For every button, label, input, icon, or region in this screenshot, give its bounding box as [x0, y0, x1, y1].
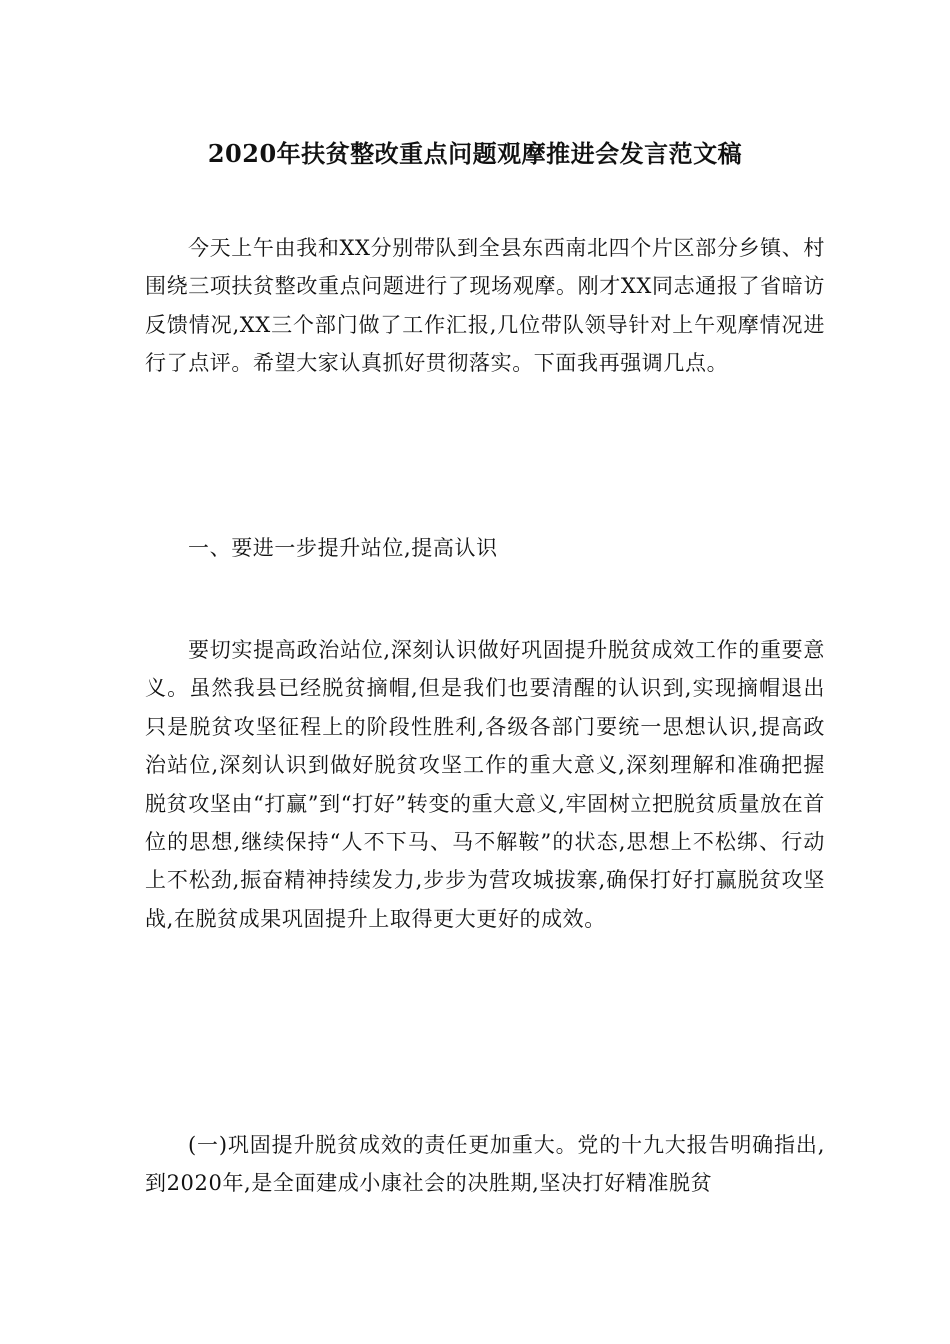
- paragraph-body-1: 要切实提高政治站位,深刻认识做好巩固提升脱贫成效工作的重要意义。虽然我县已经脱贫摘帽,但是我们也要清醒的认识到,实现摘帽退出只是脱贫攻坚征程上的阶段性胜利,各级各部门要统一思想认识,提高政治站位,深刻认识到做好脱贫攻坚工作的重大意义,深刻理解和准确把握脱贫攻坚由“打赢”到“打好”转变的重大意义,牢固树立把脱贫质量放在首位的思想,继续保持“人不下马、马不解鞍”的状态,思想上不松绑、行动上不松劲,振奋精神持续发力,步步为营攻城拔寨,确保打好打赢脱贫攻坚战,在脱贫成果巩固提升上取得更大更好的成效。: [145, 638, 825, 931]
- document-title: 2020年扶贫整改重点问题观摩推进会发言范文稿: [207, 139, 743, 168]
- paragraph-subsection-1: (一)巩固提升脱贫成效的责任更加重大。党的十九大报告明确指出,到2020年,是全面建成小康社会的决胜期,坚决打好精准脱贫: [145, 1133, 825, 1196]
- section-heading-1: 一、要进一步提升站位,提高认识: [188, 536, 498, 560]
- paragraph-intro: 今天上午由我和XX分别带队到全县东西南北四个片区部分乡镇、村围绕三项扶贫整改重点问题进行了现场观摩。刚才XX同志通报了省暗访反馈情况,XX三个部门做了工作汇报,几位带队领导针对上午观摩情况进行了点评。希望大家认真抓好贯彻落实。下面我再强调几点。: [145, 236, 825, 376]
